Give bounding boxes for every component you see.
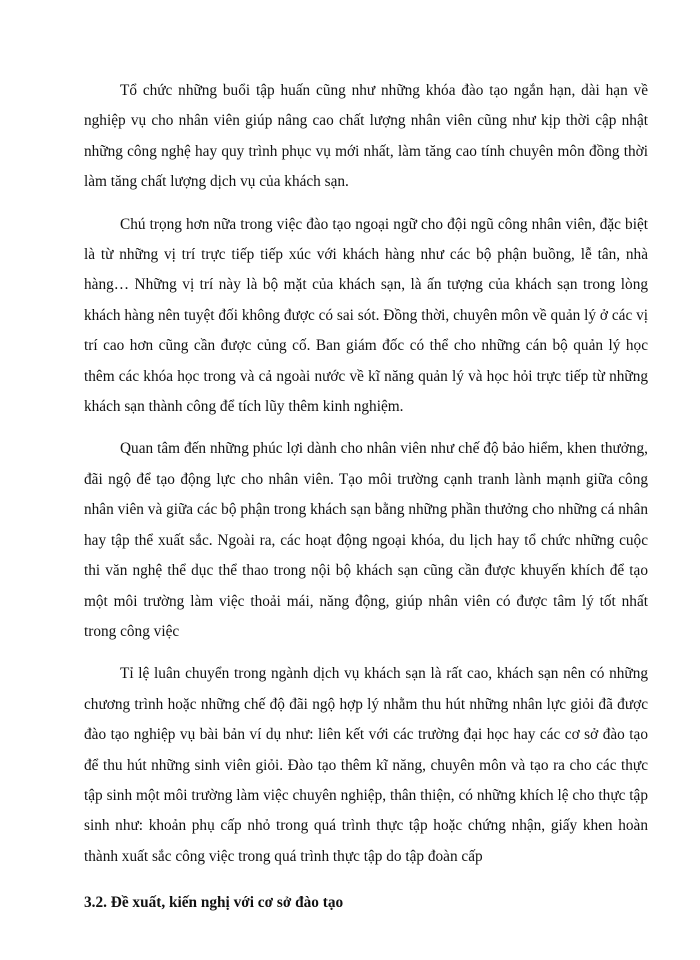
paragraph-training: Tổ chức những buổi tập huấn cũng như những khóa đào tạo ngắn hạn, dài hạn về nghiệp vụ cho nhân viên giúp nâng cao chất lượng nhân viên cũng như kịp thời cập nhật những công nghệ hay quy trình phục vụ mới nhất, làm tăng cao tính chuyên môn đồng thời làm tăng chất lượng dịch vụ của khách sạn. [84, 82, 648, 191]
section-heading: 3.2. Đề xuất, kiến nghị với cơ sở đào tạo [84, 894, 344, 912]
paragraph-language-training: Chú trọng hơn nữa trong việc đào tạo ngoại ngữ cho đội ngũ công nhân viên, đặc biệt là từ những vị trí trực tiếp tiếp xúc với khách hàng như các bộ phận buồng, lễ tân, nhà hàng… Những vị trí này là bộ mặt của khách sạn, là ấn tượng của khách sạn trong lòng khách hàng nên tuyệt đối không được có sai sót. Đồng thời, chuyên môn về quản lý ở các vị trí cao hơn cũng cần được củng cố. Ban giám đốc có thể cho những cán bộ quản lý học thêm các khóa học trong và cả ngoài nước về kĩ năng quản lý và học hỏi trực tiếp từ những khách sạn thành công để tích lũy thêm kinh nghiệm. [84, 215, 648, 416]
paragraph-turnover: Tỉ lệ luân chuyển trong ngành dịch vụ khách sạn là rất cao, khách sạn nên có những chương trình hoặc những chế độ đãi ngộ hợp lý nhằm thu hút những nhân lực giỏi đã được đào tạo nghiệp vụ bài bản ví dụ như: liên kết với các trường đại học hay các cơ sở đào tạo để thu hút những sinh viên giỏi. Đào tạo thêm kĩ năng, chuyên môn và tạo ra cho các thực tập sinh một môi trường làm việc chuyên nghiệp, thân thiện, có những khích lệ cho thực tập sinh như: khoản phụ cấp nhỏ trong quá trình thực tập hoặc chứng nhận, giấy khen hoàn thành xuất sắc công việc trong quá trình thực tập do tập đoàn cấp [84, 665, 648, 865]
paragraph-welfare: Quan tâm đến những phúc lợi dành cho nhân viên như chế độ bảo hiểm, khen thưởng, đãi ngộ để tạo động lực cho nhân viên. Tạo môi trường cạnh tranh lành mạnh giữa công nhân viên và giữa các bộ phận trong khách sạn bằng những phần thưởng cho những cá nhân hay tập thể xuất sắc. Ngoài ra, các hoạt động ngoại khóa, du lịch hay tổ chức những cuộc thi văn nghệ thể dục thể thao trong nội bộ khách sạn cũng cần được khuyến khích để tạo một môi trường làm việc thoải mái, năng động, giúp nhân viên có được tâm lý tốt nhất trong công việc [84, 440, 648, 640]
document-body [84, 76, 648, 919]
